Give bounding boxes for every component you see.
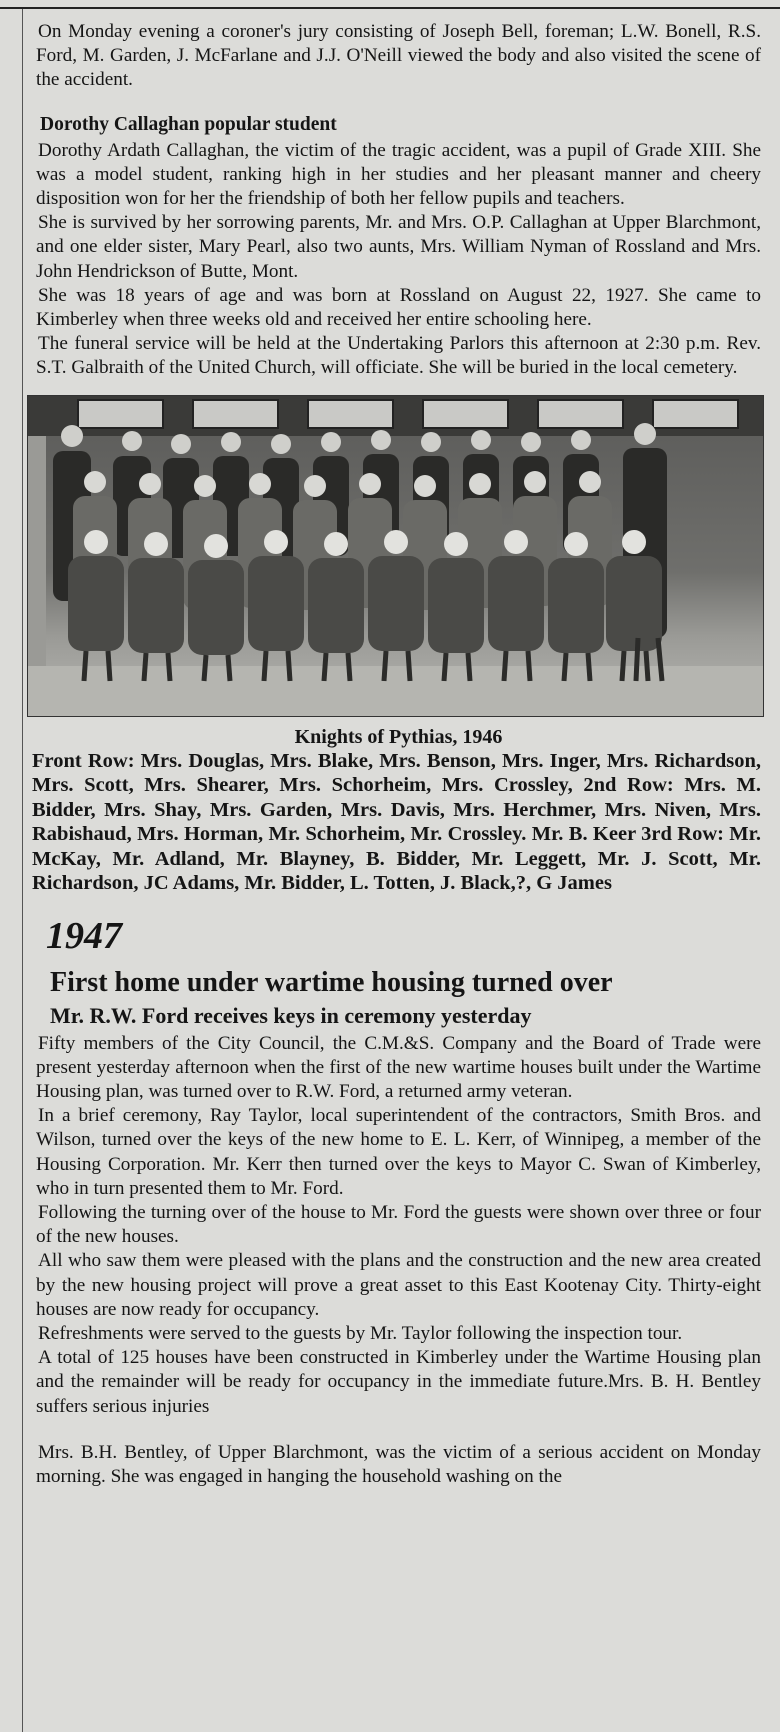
subhead-dorothy-callaghan: Dorothy Callaghan popular student xyxy=(40,113,337,135)
group-photo-image xyxy=(28,396,763,716)
top-rule xyxy=(0,7,780,9)
paragraph: Fifty members of the City Council, the C.M.&S. Company and the Board of Trade were present yesterday afternoon when the first of the new wartime houses built under the Wartime Housing plan, was turned over to R.W. Ford, a returned army veteran. xyxy=(36,1032,761,1103)
paragraph: She is survived by her sorrowing parents, Mr. and Mrs. O.P. Callaghan at Upper Blarchmont, and one elder sister, Mary Pearl, also two aunts, Mrs. William Nyman of Rossland and Mrs. John Hendrickson of Butte, Mont. xyxy=(36,212,761,282)
paragraph: Following the turning over of the house to Mr. Ford the guests were shown over three or four of the new houses. xyxy=(36,1202,761,1248)
headline-wartime-housing: First home under wartime housing turned over xyxy=(50,966,613,998)
deck-ford-keys: Mr. R.W. Ford receives keys in ceremony yesterday xyxy=(50,1002,532,1028)
paragraph-coroner-jury: On Monday evening a coroner's jury consisting of Joseph Bell, foreman; L.W. Bonell, R.S. Ford, M. Garden, J. McFarlane and J.J. O'Neill viewed the body and also visited the scene of the accident. xyxy=(36,21,761,91)
year-heading: 1947 xyxy=(46,914,122,957)
group-photo xyxy=(27,395,764,717)
paragraph: A total of 125 houses have been constructed in Kimberley under the Wartime Housing plan and the remainder will be ready for occupancy in the immediate future.Mrs. B. H. Bentley suffers serious injuries xyxy=(36,1347,761,1417)
page-content xyxy=(32,20,761,1489)
paragraph: She was 18 years of age and was born at Rossland on August 22, 1927. She came to Kimberley when three weeks old and received her entire schooling here. xyxy=(36,284,761,331)
paragraph: Dorothy Ardath Callaghan, the victim of the tragic accident, was a pupil of Grade XIII. She was a model student, ranking high in her studies and her pleasant manner and cheery disposition won for her the friendship of both her fellow pupils and teachers. xyxy=(36,139,761,210)
paragraph: All who saw them were pleased with the plans and the construction and the new area created by the new housing project will prove a great asset to this East Kootenay City. Thirty-eight houses are now ready for occupancy. xyxy=(36,1250,761,1320)
paragraph-bentley-accident: Mrs. B.H. Bentley, of Upper Blarchmont, was the victim of a serious accident on Monday morning. She was engaged in hanging the household washing on the xyxy=(36,1441,761,1488)
paragraph: The funeral service will be held at the Undertaking Parlors this afternoon at 2:30 p.m. Rev. S.T. Galbraith of the United Church, will officiate. She will be buried in the local cemetery. xyxy=(36,333,761,379)
photo-caption: Front Row: Mrs. Douglas, Mrs. Blake, Mrs. Benson, Mrs. Inger, Mrs. Richardson, Mrs. Scott, Mrs. Shearer, Mrs. Schorheim, Mrs. Crossley, 2nd Row: Mrs. M. Bidder, Mrs. Shay, Mrs. Garden, Mrs. Davis, Mrs. Herchmer, Mrs. Niven, Mrs. Rabishaud, Mrs. Horman, Mr. Schorheim, Mr. Crossley. Mr. B. Keer 3rd Row: Mr. McKay, Mr. Adland, Mr. Blayney, B. Bidder, Mr. Leggett, Mr. J. Scott, Mr. Richardson, JC Adams, Mr. Bidder, L. Totten, J. Black,?, G James xyxy=(32,749,761,895)
paragraph-gap xyxy=(36,1419,761,1441)
left-rule xyxy=(22,9,23,1732)
paragraph: In a brief ceremony, Ray Taylor, local superintendent of the contractors, Smith Bros. and Wilson, turned over the keys of the new home to E. L. Kerr, of Winnipeg, a member of the Housing Corporation. Mr. Kerr then turned over the keys to Mayor C. Swan of Kimberley, who in turn presented them to Mr. Ford. xyxy=(36,1105,761,1199)
paragraph: Refreshments were served to the guests by Mr. Taylor following the inspection tour. xyxy=(38,1323,683,1345)
photo-caption-title: Knights of Pythias, 1946 xyxy=(294,725,503,748)
